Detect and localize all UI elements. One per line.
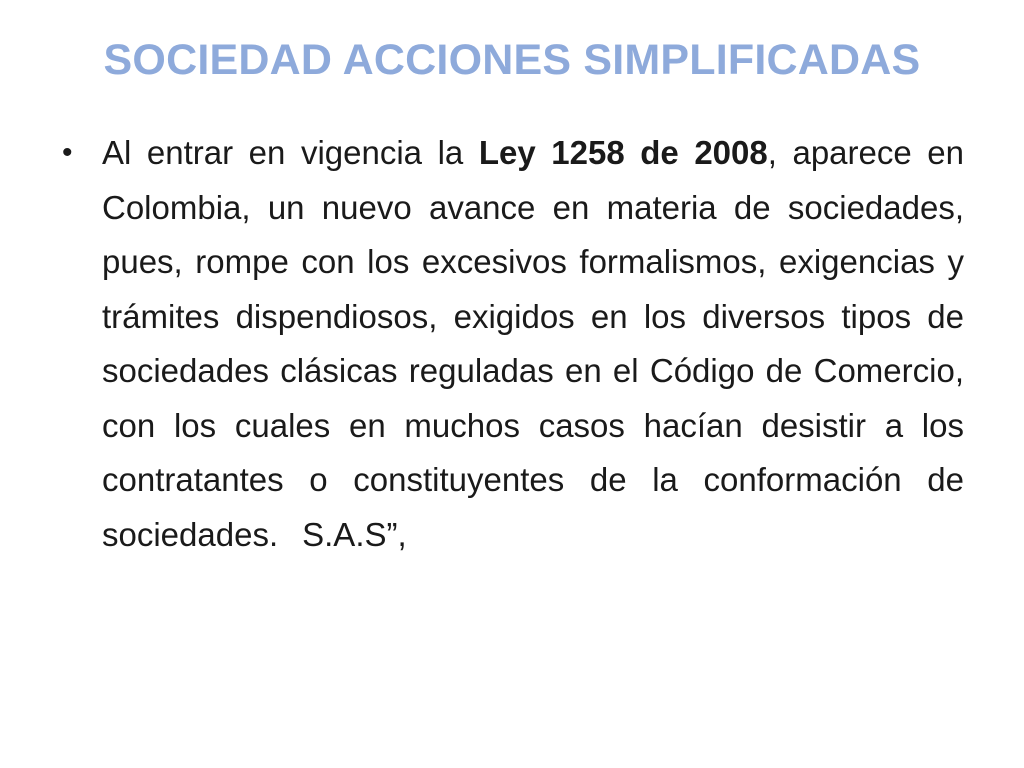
paragraph-text-start: Al entrar en vigencia la <box>102 134 479 171</box>
bullet-paragraph <box>62 126 964 562</box>
paragraph-text-body: , aparece en Colombia, un nuevo avance en materia de sociedades, pues, rompe con los excesivos formalismos, exigencias y trámites dispendiosos, exigidos en los diversos tipos de sociedades clásicas reguladas en el Código de Comercio, con los cuales en muchos casos hacían desistir a los contratantes o constituyentes de la conformación de sociedades. <box>102 134 964 553</box>
paragraph-closing: S.A.S”, <box>302 515 407 553</box>
law-reference: Ley 1258 de 2008 <box>478 134 768 171</box>
slide-title: SOCIEDAD ACCIONES SIMPLIFICADAS <box>103 36 921 84</box>
slide-body <box>62 126 964 562</box>
bullet-icon: • <box>62 136 73 169</box>
